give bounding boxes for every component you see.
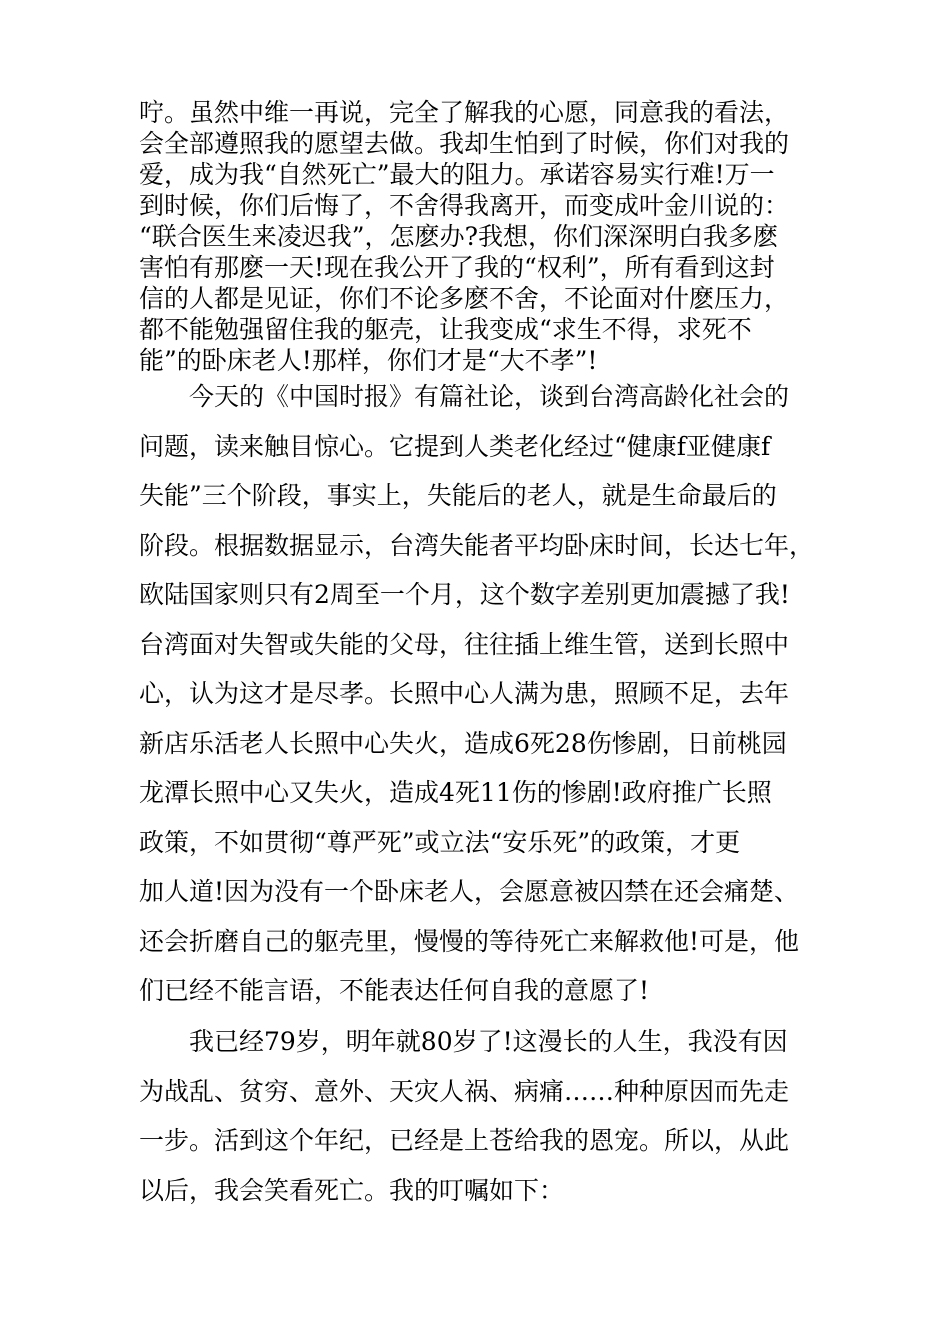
text-line: 政策，不如贯彻“尊严死”或立法“安乐死”的政策，才更: [139, 827, 741, 857]
text-line: 爱，成为我“自然死亡”最大的阻力。承诺容易实行难!万一: [139, 160, 775, 189]
text-line: 我已经79岁，明年就80岁了!这漫长的人生，我没有因: [139, 1027, 788, 1056]
text-line: 龙潭长照中心又失火，造成4死11伤的惨剧!政府推广长照: [139, 778, 772, 807]
text-line: “联合医生来凌迟我”，怎麽办?我想，你们深深明白我多麽: [139, 222, 778, 251]
text-line: 害怕有那麽一天!现在我公开了我的“权利”，所有看到这封: [139, 253, 775, 282]
text-line: 欧陆国家则只有2周至一个月，这个数字差别更加震撼了我!: [139, 580, 790, 609]
text-line: 一步。活到这个年纪，已经是上苍给我的恩宠。所以，从此: [139, 1126, 790, 1155]
text-line: 能”的卧床老人!那样，你们才是“大不孝”!: [139, 346, 598, 375]
text-line: 为战乱、贫穷、意外、天灾人祸、病痛……种种原因而先走: [139, 1076, 790, 1106]
text-line: 还会折磨自己的躯壳里，慢慢的等待死亡来解救他!可是，他: [139, 926, 800, 956]
paragraph-1: [139, 97, 819, 376]
text-line: 今天的《中国时报》有篇社论，谈到台湾高龄化社会的: [139, 382, 790, 411]
text-line: 失能”三个阶段，事实上，失能后的老人，就是生命最后的: [139, 481, 777, 510]
text-line: 信的人都是见证，你们不论多麽不舍，不论面对什麽压力，: [139, 284, 790, 313]
text-line: 加人道!因为没有一个卧床老人，会愿意被囚禁在还会痛楚、: [139, 877, 800, 906]
text-line: 新店乐活老人长照中心失火，造成6死28伤惨剧，日前桃园: [139, 728, 787, 758]
paragraph-2: [139, 372, 819, 1016]
text-line: 问题，读来触目惊心。它提到人类老化经过“健康f亚健康f: [139, 431, 771, 461]
text-line: 阶段。根据数据显示，台湾失能者平均卧床时间，长达七年，: [139, 530, 815, 560]
text-line: 都不能勉强留住我的躯壳，让我变成“求生不得，求死不: [139, 315, 752, 344]
text-line: 心，认为这才是尽孝。长照中心人满为患，照顾不足，去年: [139, 679, 790, 708]
text-line: 咛。虽然中维一再说，完全了解我的心愿，同意我的看法，: [139, 98, 790, 127]
text-line: 到时候，你们后悔了，不舍得我离开，而变成叶金川说的：: [139, 191, 790, 220]
text-line: 们已经不能言语，不能表达任何自我的意愿了!: [139, 976, 650, 1005]
text-line: 会全部遵照我的愿望去做。我却生怕到了时候，你们对我的: [139, 129, 790, 158]
text-line: 台湾面对失智或失能的父母，往往插上维生管，送到长照中: [139, 629, 790, 659]
paragraph-3: [139, 1017, 819, 1215]
text-line: 以后，我会笑看死亡。我的叮嘱如下：: [139, 1175, 565, 1205]
